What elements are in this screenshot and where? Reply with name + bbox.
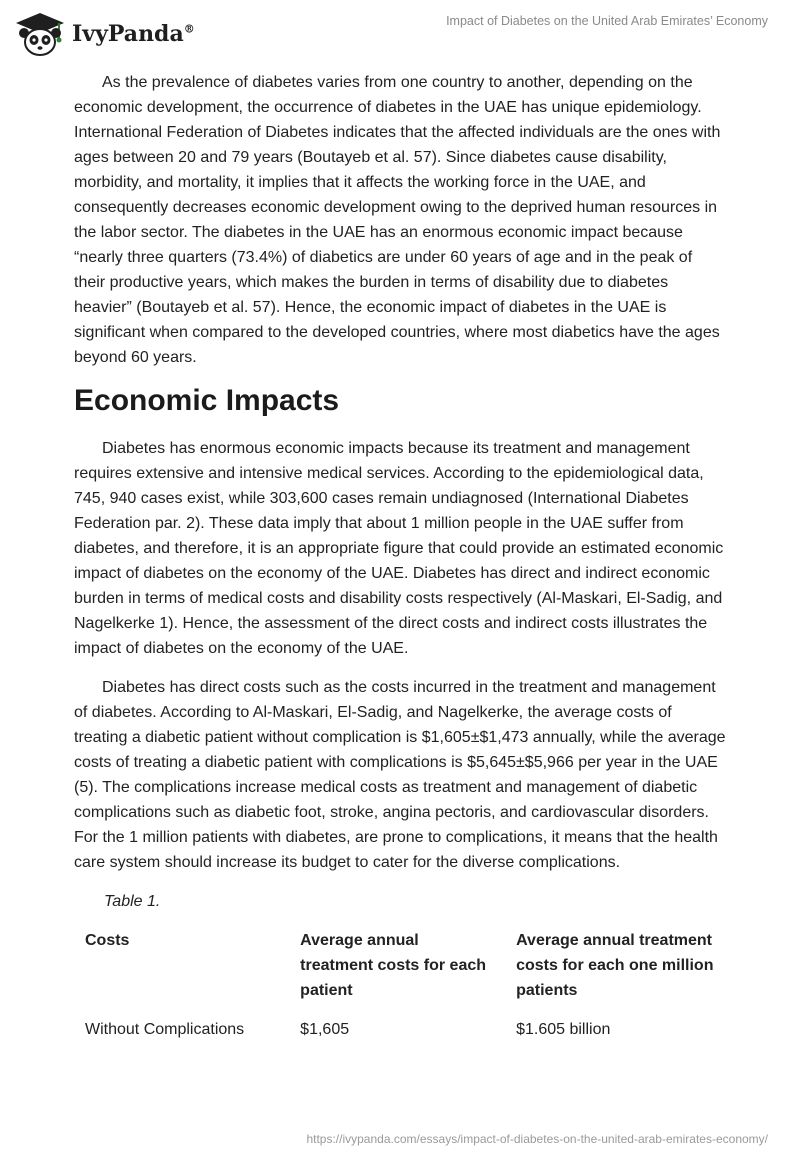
column-header: Average annual treatment costs for each one million patients [516,932,714,999]
paragraph: Diabetes has enormous economic impacts because its treatment and management requires extensive and intensive medical services. According to the epidemiological data, 745, 940 cases exist, while 303,600 cases remain undiagnosed (International Diabetes Federation par. 2). These data imply that about 1 million people in the UAE suffer from diabetes, and therefore, it is an appropriate figure that could provide an estimated economic impact of diabetes on the economy of the UAE. Diabetes has direct and indirect economic burden in terms of medical costs and disability costs respectively (Al-Maskari, El-Sadig, and Nagelkerke 1). Hence, the assessment of the direct costs and indirect costs illustrates the impact of diabetes on the economy of the UAE. [74,440,724,657]
paragraph: As the prevalence of diabetes varies from one country to another, depending on the economic development, the occurrence of diabetes in the UAE has unique epidemiology. International Federation of Diabetes indicates that the affected individuals are the ones with ages between 20 and 79 years (Boutayeb et al. 57). Since diabetes cause disability, morbidity, and mortality, it implies that it affects the working force in the UAE, and consequently decreases economic development owing to the deprived human resources in the labor sector. The diabetes in the UAE has an enormous economic impact because “nearly three quarters (73.4%) of diabetics are under 60 years of age and in the peak of their productive years, which makes the burden in terms of disability due to diabetes heavier” (Boutayeb et al. 57). Hence, the economic impact of diabetes in the UAE is significant when compared to the developed countries, where most diabetics have the ages beyond 60 years. [74,74,721,366]
table-row [74,1013,726,1052]
panda-graduate-icon [14,11,66,57]
section-heading: Economic Impacts [74,384,340,417]
paragraph: Diabetes has direct costs such as the costs incurred in the treatment and management of diabetes. According to Al-Maskari, El-Sadig, and Nagelkerke, the average costs of treating a diabetic patient without complication is $1,605±$1,473 annually, while the average costs of treating a diabetic patient with complications is $5,645±$5,966 per year in the UAE (5). The complications increase medical costs as treatment and management of diabetic complications such as diabetic foot, stroke, angina pectoris, and cardiovascular disorders. For the 1 million patients with diabetes, are prone to complications, it means that the health care system should increase its budget to cater for the diverse complications. [74,679,726,871]
table-header-row [74,924,726,1013]
logo[interactable] [14,9,195,59]
article-body [74,70,726,1052]
source-url[interactable]: https://ivypanda.com/essays/impact-of-diabetes-on-the-united-arab-emirates-economy/ [306,1132,768,1146]
column-header: Costs [85,932,130,949]
costs-table [74,924,726,1052]
page-header [0,0,800,64]
table-caption: Table 1. [104,893,161,910]
logo-text: IvyPanda® [72,21,195,47]
table-cell: $1.605 billion [516,1021,611,1038]
table-cell: $1,605 [300,1021,350,1038]
document-title: Impact of Diabetes on the United Arab Emirates’ Economy [446,14,768,28]
column-header: Average annual treatment costs for each patient [300,932,487,999]
table-cell: Without Complications [85,1021,245,1038]
